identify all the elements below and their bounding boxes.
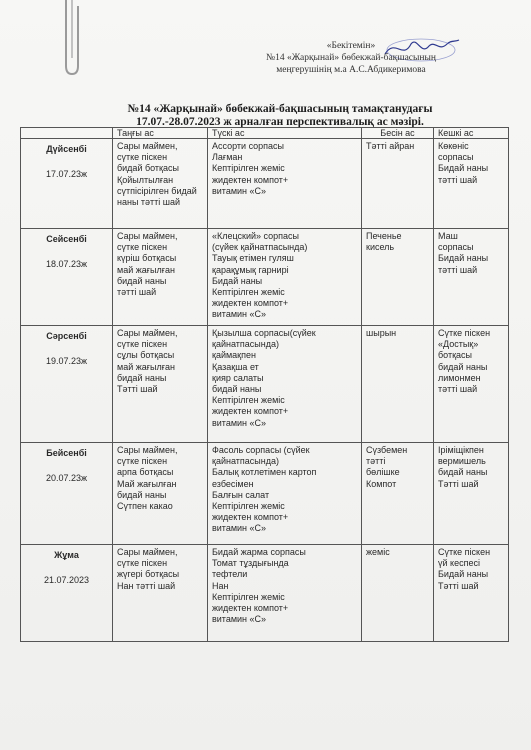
menu-item-line: қайнатпасында) bbox=[212, 339, 279, 350]
menu-item-line: Балғын салат bbox=[212, 489, 270, 500]
menu-item-line: Томат тұздығында bbox=[212, 558, 289, 569]
menu-item-line: Сары маймен, bbox=[117, 445, 178, 455]
menu-item-line: бөлішке bbox=[366, 467, 400, 478]
table-row bbox=[21, 326, 509, 443]
menu-table bbox=[20, 127, 509, 642]
approval-block bbox=[241, 40, 461, 76]
menu-item-line: витамин «С» bbox=[212, 185, 267, 196]
breakfast-cell bbox=[113, 229, 208, 326]
snack-cell bbox=[362, 443, 434, 545]
document-title bbox=[60, 103, 500, 129]
menu-item-line: тефтели bbox=[212, 569, 248, 580]
day-name: Бейсенбі bbox=[46, 448, 87, 458]
day-cell bbox=[21, 443, 113, 545]
menu-item-line: Кептірілген жеміс bbox=[212, 501, 285, 512]
header-cell bbox=[21, 128, 113, 139]
snack-cell bbox=[362, 139, 434, 229]
menu-item-line: жеміс bbox=[366, 547, 390, 557]
title-line: №14 «Жарқынай» бөбекжай-бақшасының тамақтанудағы bbox=[127, 103, 433, 115]
menu-item-line: наны тәтті шай bbox=[117, 197, 181, 208]
day-name: Жұма bbox=[54, 550, 79, 560]
menu-item-line: жидектен компот+ bbox=[212, 512, 289, 523]
menu-item-line: Май жағылған bbox=[117, 478, 177, 489]
menu-item-line: сүтке піскен bbox=[117, 242, 168, 253]
day-name: Дүйсенбі bbox=[46, 144, 87, 154]
snack-cell bbox=[362, 326, 434, 443]
header-cell: Бесін ас bbox=[362, 128, 434, 139]
menu-item-line: сүтке піскен bbox=[117, 456, 168, 467]
menu-item-line: ботқасы bbox=[438, 350, 472, 361]
dinner-cell bbox=[434, 229, 509, 326]
menu-item-line: Сүтке піскен bbox=[438, 547, 491, 557]
menu-item-line: тәтті шай bbox=[438, 264, 478, 275]
dinner-cell bbox=[434, 326, 509, 443]
breakfast-cell bbox=[113, 139, 208, 229]
menu-item-line: Сары маймен, bbox=[117, 231, 178, 241]
menu-item-line: Лағман bbox=[212, 152, 243, 163]
menu-item-line: Бидай наны bbox=[438, 253, 489, 264]
lunch-cell bbox=[208, 545, 362, 642]
menu-item-line: сорпасы bbox=[438, 242, 474, 253]
menu-item-line: май жағылған bbox=[117, 264, 176, 275]
menu-item-line: сүтпісірілген бидай bbox=[117, 185, 197, 196]
menu-item-line: Ассорти сорпасы bbox=[212, 141, 285, 151]
menu-item-line: Қойылтылған bbox=[117, 174, 174, 185]
menu-item-line: вермишель bbox=[438, 456, 486, 467]
lunch-cell bbox=[208, 326, 362, 443]
menu-item-line: Нан тәтті шай bbox=[117, 580, 176, 591]
menu-item-line: қарақұмық гарнирі bbox=[212, 264, 289, 275]
menu-item-line: Сары маймен, bbox=[117, 547, 178, 557]
day-name: Сейсенбі bbox=[46, 234, 87, 244]
menu-item-line: жидектен компот+ bbox=[212, 174, 289, 185]
menu-item-line: (сүйек қайнатпасында) bbox=[212, 242, 308, 253]
dinner-cell bbox=[434, 139, 509, 229]
menu-item-line: қияр салаты bbox=[212, 372, 264, 383]
day-date: 18.07.23ж bbox=[45, 259, 88, 270]
paperclip-icon bbox=[58, 0, 84, 78]
dinner-cell bbox=[434, 443, 509, 545]
menu-item-line: витамин «С» bbox=[212, 309, 267, 320]
menu-item-line: Сары маймен, bbox=[117, 328, 178, 338]
menu-item-line: Нан bbox=[212, 580, 229, 591]
menu-item-line: май жағылған bbox=[117, 361, 176, 372]
menu-item-line: витамин «С» bbox=[212, 417, 267, 428]
menu-item-line: Бидай наны bbox=[438, 163, 489, 174]
menu-item-line: жидектен компот+ bbox=[212, 406, 289, 417]
menu-item-line: езбесімен bbox=[212, 478, 254, 489]
menu-item-line: Тәтті шай bbox=[438, 580, 479, 591]
menu-item-line: Сары маймен, bbox=[117, 141, 178, 151]
menu-item-line: Бидай наны bbox=[212, 275, 263, 286]
menu-item-line: тәтті шай bbox=[117, 287, 157, 298]
menu-item-line: сорпасы bbox=[438, 152, 474, 163]
menu-item-line: бидай ботқасы bbox=[117, 163, 179, 174]
menu-item-line: күріш ботқасы bbox=[117, 253, 177, 264]
menu-item-line: Фасоль сорпасы (сүйек bbox=[212, 445, 310, 455]
approval-line: меңгерушінің м.а А.С.Абдикеримова bbox=[276, 65, 426, 75]
menu-item-line: Печенье bbox=[366, 231, 402, 241]
menu-item-line: Қызылша сорпасы(сүйек bbox=[212, 328, 316, 338]
lunch-cell bbox=[208, 229, 362, 326]
menu-item-line: Тәтті айран bbox=[366, 141, 415, 151]
menu-item-line: бидай наны bbox=[117, 372, 167, 383]
menu-item-line: тәтті шай bbox=[438, 174, 478, 185]
table-header-row bbox=[21, 128, 509, 139]
breakfast-cell bbox=[113, 545, 208, 642]
menu-item-line: Маш bbox=[438, 231, 458, 241]
approval-line: «Бекітемін» bbox=[326, 41, 376, 51]
menu-item-line: Көкөніс bbox=[438, 141, 469, 151]
menu-item-line: қайнатпасында) bbox=[212, 456, 279, 467]
lunch-cell bbox=[208, 139, 362, 229]
table-row bbox=[21, 229, 509, 326]
table-row bbox=[21, 545, 509, 642]
menu-item-line: сұлы ботқасы bbox=[117, 350, 175, 361]
title-line: 17.07.-28.07.2023 ж арналған перспективалық ас мәзірі. bbox=[136, 116, 424, 128]
menu-item-line: сүтке піскен bbox=[117, 152, 168, 163]
day-name: Сәрсенбі bbox=[46, 331, 87, 341]
day-date: 19.07.23ж bbox=[45, 356, 88, 367]
header-cell: Түскі ас bbox=[208, 128, 362, 139]
menu-item-line: жидектен компот+ bbox=[212, 298, 289, 309]
menu-item-line: витамин «С» bbox=[212, 614, 267, 625]
menu-item-line: Сүтке піскен bbox=[438, 328, 491, 338]
menu-item-line: кисель bbox=[366, 242, 395, 253]
menu-item-line: «Клецский» сорпасы bbox=[212, 231, 300, 241]
menu-item-line: Кептірілген жеміс bbox=[212, 163, 285, 174]
day-cell bbox=[21, 545, 113, 642]
snack-cell bbox=[362, 545, 434, 642]
day-date: 17.07.23ж bbox=[45, 169, 88, 180]
table-row bbox=[21, 139, 509, 229]
menu-item-line: бидай наны bbox=[117, 275, 167, 286]
menu-item-line: бидай наны bbox=[438, 361, 488, 372]
day-cell bbox=[21, 326, 113, 443]
menu-item-line: «Достық» bbox=[438, 339, 479, 350]
menu-item-line: Бидай жарма сорпасы bbox=[212, 547, 306, 557]
menu-item-line: лимонмен bbox=[438, 372, 481, 383]
day-date: 21.07.2023 bbox=[43, 575, 90, 586]
lunch-cell bbox=[208, 443, 362, 545]
menu-item-line: Балық котлетімен картоп bbox=[212, 467, 317, 478]
approval-line: №14 «Жарқынай» бөбекжай-бақшасының bbox=[266, 53, 436, 63]
menu-item-line: қаймақпен bbox=[212, 350, 256, 361]
menu-item-line: сүтке піскен bbox=[117, 558, 168, 569]
menu-item-line: Тәтті шай bbox=[438, 478, 479, 489]
menu-item-line: үй кеспесі bbox=[438, 558, 480, 569]
menu-item-line: жүгері ботқасы bbox=[117, 569, 180, 580]
dinner-cell bbox=[434, 545, 509, 642]
menu-item-line: Іріміщікпен bbox=[438, 445, 484, 455]
menu-item-line: шырын bbox=[366, 328, 397, 338]
snack-cell bbox=[362, 229, 434, 326]
menu-item-line: тәтті шай bbox=[438, 384, 478, 395]
menu-item-line: витамин «С» bbox=[212, 523, 267, 534]
menu-item-line: жидектен компот+ bbox=[212, 603, 289, 614]
day-cell bbox=[21, 229, 113, 326]
menu-item-line: Қазақша ет bbox=[212, 361, 259, 372]
menu-item-line: Тауық етімен гуляш bbox=[212, 253, 294, 264]
menu-item-line: сүтке піскен bbox=[117, 339, 168, 350]
menu-item-line: Сүзбемен bbox=[366, 445, 408, 455]
menu-item-line: бидай наны bbox=[117, 489, 167, 500]
menu-item-line: бидай наны bbox=[438, 467, 488, 478]
menu-item-line: арпа ботқасы bbox=[117, 467, 174, 478]
table-row bbox=[21, 443, 509, 545]
menu-item-line: Бидай наны bbox=[438, 569, 489, 580]
day-date: 20.07.23ж bbox=[45, 473, 88, 484]
menu-item-line: Тәтті шай bbox=[117, 384, 158, 395]
day-cell bbox=[21, 139, 113, 229]
breakfast-cell bbox=[113, 326, 208, 443]
menu-item-line: Кептірілген жеміс bbox=[212, 287, 285, 298]
menu-item-line: Кептірілген жеміс bbox=[212, 591, 285, 602]
menu-item-line: Компот bbox=[366, 478, 397, 489]
menu-item-line: Сүтпен какао bbox=[117, 501, 173, 512]
header-cell: Кешкі ас bbox=[434, 128, 509, 139]
menu-item-line: тәтті bbox=[366, 456, 386, 467]
breakfast-cell bbox=[113, 443, 208, 545]
header-cell: Таңғы ас bbox=[113, 128, 208, 139]
menu-item-line: Кептірілген жеміс bbox=[212, 395, 285, 406]
menu-item-line: бидай наны bbox=[212, 384, 262, 395]
